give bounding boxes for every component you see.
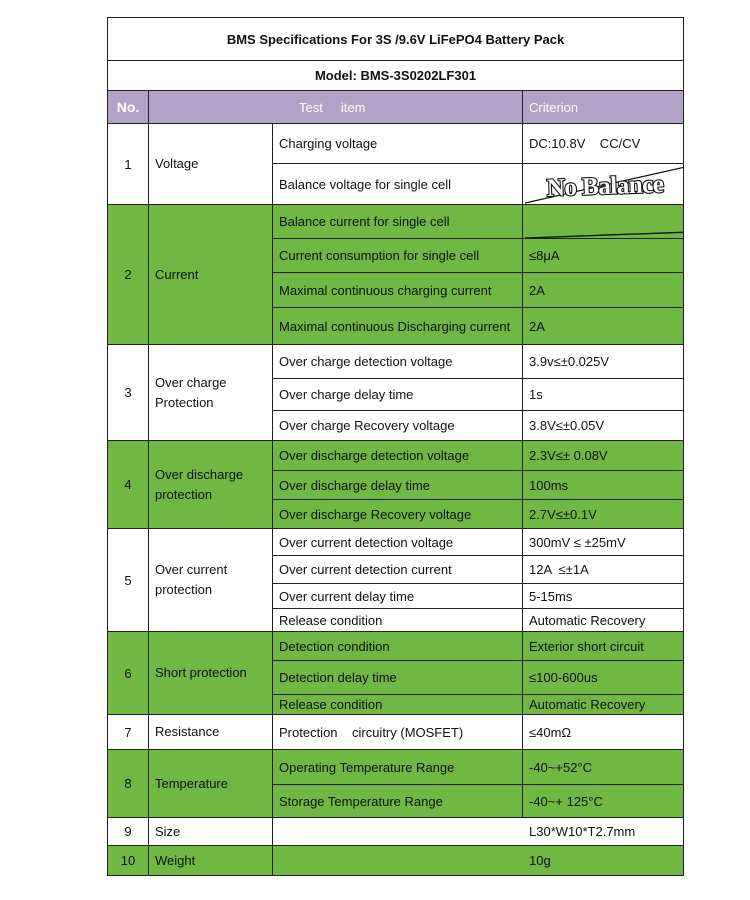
criterion-value: L30*W10*T2.7mm (273, 818, 684, 846)
criterion-value: Automatic Recovery (523, 695, 684, 715)
criterion-value: 2.7V≤±0.1V (523, 500, 684, 529)
table-row (108, 441, 684, 471)
category-name: Weight (149, 846, 273, 876)
category-name: Voltage (149, 124, 273, 205)
category-name: Size (149, 818, 273, 846)
category-name: Temperature (149, 750, 273, 818)
test-item: Operating Temperature Range (273, 750, 523, 785)
criterion-value: 10g (273, 846, 684, 876)
criterion-value: Exterior short circuit (523, 632, 684, 661)
test-item: Protection circuitry (MOSFET) (273, 715, 523, 750)
test-item: Release condition (273, 695, 523, 715)
no-balance-stamp (525, 165, 684, 205)
test-item: Charging voltage (273, 124, 523, 164)
test-item: Over current detection current (273, 556, 523, 584)
test-item: Over current delay time (273, 584, 523, 609)
criterion-value: 3.8V≤±0.05V (523, 411, 684, 441)
row-number: 2 (108, 205, 149, 345)
criterion-value: -40~+52°C (523, 750, 684, 785)
row-number: 7 (108, 715, 149, 750)
table-title: BMS Specifications For 3S /9.6V LiFePO4 Battery Pack (108, 18, 684, 61)
criterion-value: ≤40mΩ (523, 715, 684, 750)
criterion-value: 2A (523, 308, 684, 345)
test-item: Over charge detection voltage (273, 345, 523, 379)
header-criterion: Criterion (523, 91, 684, 124)
criterion-value: 2.3V≤± 0.08V (523, 441, 684, 471)
test-item: Balance voltage for single cell (273, 164, 523, 205)
test-item: Current consumption for single cell (273, 239, 523, 273)
test-item: Release condition (273, 609, 523, 632)
row-number: 5 (108, 529, 149, 632)
row-number: 8 (108, 750, 149, 818)
no-balance-stamp-cell (523, 164, 684, 205)
test-item: Over charge Recovery voltage (273, 411, 523, 441)
criterion-value: 12A ≤±1A (523, 556, 684, 584)
category-name: Resistance (149, 715, 273, 750)
row-number: 6 (108, 632, 149, 715)
test-item: Maximal continuous Discharging current (273, 308, 523, 345)
test-item: Over current detection voltage (273, 529, 523, 556)
criterion-value: ≤100-600us (523, 661, 684, 695)
row-number: 9 (108, 818, 149, 846)
criterion-value: 100ms (523, 471, 684, 500)
table-row (108, 846, 684, 876)
criterion-value: DC:10.8V CC/CV (523, 124, 684, 164)
table-row (108, 715, 684, 750)
criterion-value: 1s (523, 379, 684, 411)
table-row (108, 818, 684, 846)
test-item: Over charge delay time (273, 379, 523, 411)
test-item: Detection condition (273, 632, 523, 661)
row-number: 3 (108, 345, 149, 441)
category-name: Over charge Protection (149, 345, 273, 441)
criterion-value: 300mV ≤ ±25mV (523, 529, 684, 556)
category-name: Over current protection (149, 529, 273, 632)
test-item: Storage Temperature Range (273, 785, 523, 818)
table-row (108, 632, 684, 661)
table-row (108, 345, 684, 379)
criterion-value: 3.9v≤±0.025V (523, 345, 684, 379)
criterion-value: ≤8μA (523, 239, 684, 273)
header-no: No. (108, 91, 149, 124)
criterion-value: 2A (523, 273, 684, 308)
balance-strike-line (525, 206, 684, 239)
row-number: 1 (108, 124, 149, 205)
criterion-value: Automatic Recovery (523, 609, 684, 632)
header-test-item: Test item (149, 91, 523, 124)
test-item: Maximal continuous charging current (273, 273, 523, 308)
criterion-value: -40~+ 125°C (523, 785, 684, 818)
bms-spec-table (107, 17, 684, 876)
table-row (108, 529, 684, 556)
table-row (108, 205, 684, 239)
test-item: Detection delay time (273, 661, 523, 695)
category-name: Short protection (149, 632, 273, 715)
test-item: Balance current for single cell (273, 205, 523, 239)
row-number: 10 (108, 846, 149, 876)
criterion-value: 5-15ms (523, 584, 684, 609)
row-number: 4 (108, 441, 149, 529)
category-name: Over discharge protection (149, 441, 273, 529)
test-item: Over discharge Recovery voltage (273, 500, 523, 529)
test-item: Over discharge delay time (273, 471, 523, 500)
table-row (108, 124, 684, 164)
category-name: Current (149, 205, 273, 345)
table-row (108, 750, 684, 785)
test-item: Over discharge detection voltage (273, 441, 523, 471)
svg-text:No Balance: No Balance (546, 170, 664, 203)
criterion-value (523, 205, 684, 239)
model-number: Model: BMS-3S0202LF301 (108, 61, 684, 91)
